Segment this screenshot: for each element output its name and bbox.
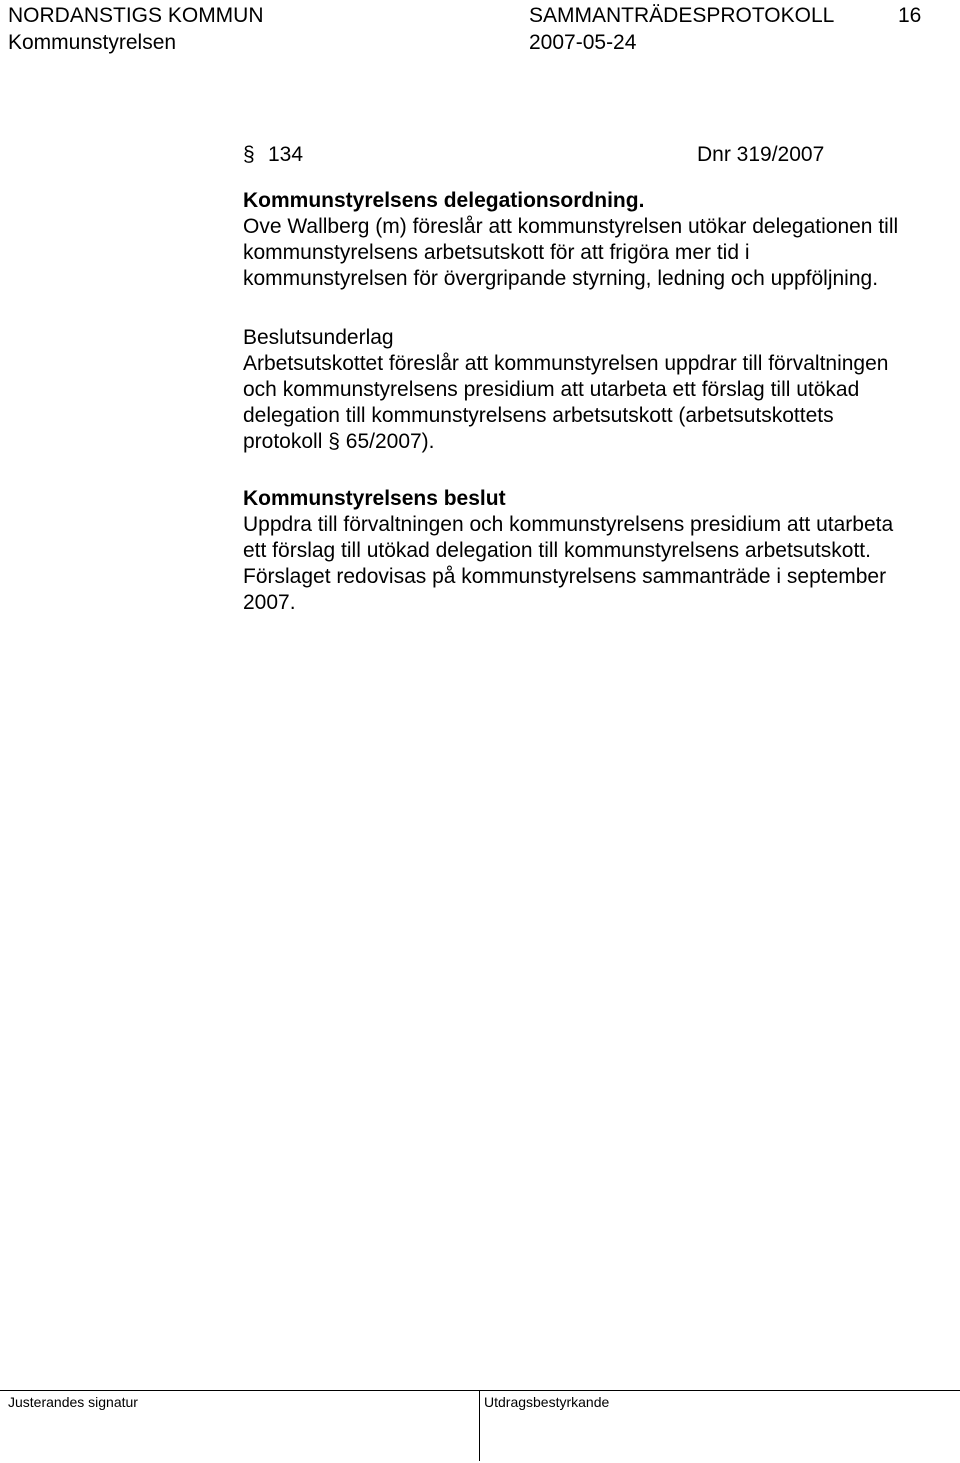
underlag-protocol-ref: 65/2007).	[345, 430, 435, 453]
beslut-line: Förslaget redovisas på kommunstyrelsens sammanträde i september	[243, 565, 887, 588]
beslut-line: 2007.	[243, 591, 296, 614]
intro-line: kommunstyrelsens arbetsutskott för att frigöra mer tid i	[243, 241, 750, 264]
underlag-line: Arbetsutskottet föreslår att kommunstyrelsen uppdrar till förvaltningen	[243, 352, 889, 375]
underlag-line	[243, 429, 943, 455]
committee-name: Kommunstyrelsen	[8, 31, 177, 54]
intro-line: kommunstyrelsen för övergripande styrning, ledning och uppföljning.	[243, 267, 879, 290]
beslut-section	[243, 486, 943, 616]
beslut-heading: Kommunstyrelsens beslut	[243, 487, 506, 510]
paragraph-intro	[243, 188, 943, 292]
beslutsunderlag-heading: Beslutsunderlag	[243, 326, 394, 349]
footer-divider	[479, 1390, 480, 1461]
meeting-date: 2007-05-24	[529, 31, 637, 54]
underlag-line: och kommunstyrelsens presidium att utarbeta ett förslag till utökad	[243, 378, 860, 401]
diary-number: Dnr 319/2007	[697, 143, 825, 166]
signature-label: Justerandes signatur	[8, 1394, 138, 1410]
underlag-line: delegation till kommunstyrelsens arbetsutskott (arbetsutskottets	[243, 404, 834, 427]
paragraph-number: 134	[268, 143, 304, 166]
section-sign-icon: §	[243, 143, 255, 166]
extract-certification-label: Utdragsbestyrkande	[484, 1394, 610, 1410]
page-number: 16	[898, 4, 922, 27]
beslut-line: Uppdra till förvaltningen och kommunstyrelsens presidium att utarbeta	[243, 513, 894, 536]
underlag-protocol-word: protokoll	[243, 430, 323, 453]
document-type: SAMMANTRÄDESPROTOKOLL	[529, 4, 835, 27]
section-sign-icon: §	[328, 430, 340, 453]
beslutsunderlag-section	[243, 325, 943, 455]
organization-name: NORDANSTIGS KOMMUN	[8, 4, 264, 27]
intro-line: Ove Wallberg (m) föreslår att kommunstyrelsen utökar delegationen till	[243, 215, 899, 238]
paragraph-title: Kommunstyrelsens delegationsordning.	[243, 189, 645, 212]
beslut-line: ett förslag till utökad delegation till kommunstyrelsens arbetsutskott.	[243, 539, 871, 562]
footer-rule	[0, 1390, 960, 1391]
